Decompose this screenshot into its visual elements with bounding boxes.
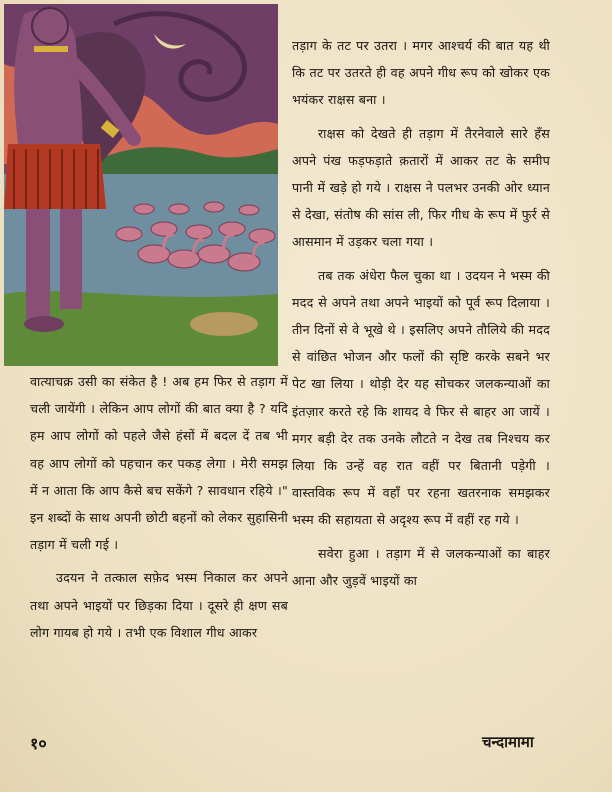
story-illustration [4, 4, 278, 366]
paragraph: सवेरा हुआ । तड़ाग में से जलकन्याओं का बाहर आना और जुड़वें भाइयों का [292, 545, 550, 588]
paragraph: तड़ाग के तट पर उतरा । मगर आश्चर्य की बात यह थी कि तट पर उतरते ही वह अपने गीध रूप को खोकर एक भयंकर राक्षस बना । [292, 38, 550, 108]
magazine-title: चन्दामामा [482, 733, 534, 751]
paragraph: उदयन ने तत्काल सफ़ेद भस्म निकाल कर अपने तथा अपने भाइयों पर छिड़का दिया । दूसरे ही क्षण सब लोग गायब हो गये । तभी एक विशाल गीध आकर [30, 570, 288, 640]
right-text-column [292, 32, 550, 600]
paragraph: तब तक अंधेरा फैल चुका था । उदयन ने भस्म की मदद से अपने तथा अपने भाइयों को पूर्व रूप दिलाया । तीन दिनों से वे भूखे थे । इसलिए अपने तौलिये की मदद से वांछित भोजन और फलों की सृष्टि करके सबने भर पेट खा लिया । थोड़ी देर यह सोचकर जलकन्याओं का इंतज़ार करते रहे कि शायद वे फिर से बाहर आ जायें । मगर बड़ी देर तक उनके लौटते न देख तब निश्चय कर लिया कि उन्हें वह रात वहीं पर बितानी पड़ेगी । वास्तविक रूप में वहाँ पर रहना खतरनाक समझकर भस्म की सहायता से अदृश्य रूप में वहीं रह गये । [292, 267, 550, 528]
rock [190, 312, 258, 336]
demon-left-leg [26, 209, 50, 319]
paragraph: राक्षस को देखते ही तड़ाग में तैरनेवाले सारे हँस अपने पंख फड़फड़ाते क़तारों में आकर तट के समीप पानी में खड़े हो गये । राक्षस ने पलभर उनकी ओर ध्यान से देखा, संतोष की सांस ली, फिर गीध के रूप में फुर्र से आसमान में उड़कर चला गया । [292, 125, 550, 250]
left-text-column [30, 368, 288, 652]
demon-skirt [4, 144, 106, 209]
page-number: १० [30, 734, 47, 753]
demon-necklace [34, 46, 68, 52]
paragraph: वात्याचक्र उसी का संकेत है ! अब हम फिर से तड़ाग में चली जायेंगी । लेकिन आप लोगों की बात क्या है ? यदि हम आप लोगों को पहले जैसे हंसों में बदल दें तब भी वह आप लोगों को पहचान कर पकड़ लेगा । मेरी समझ में न आता कि आप कैसे बच सकेंगे ? सावधान रहिये ।" इन शब्दों के साथ अपनी छोटी बहनों को लेकर सुहासिनी तड़ाग में चली गई । [30, 374, 288, 553]
demon-head [32, 8, 68, 44]
demon-and-swans-scene [4, 4, 278, 366]
demon-foot [24, 316, 64, 332]
demon-right-leg [60, 209, 82, 309]
